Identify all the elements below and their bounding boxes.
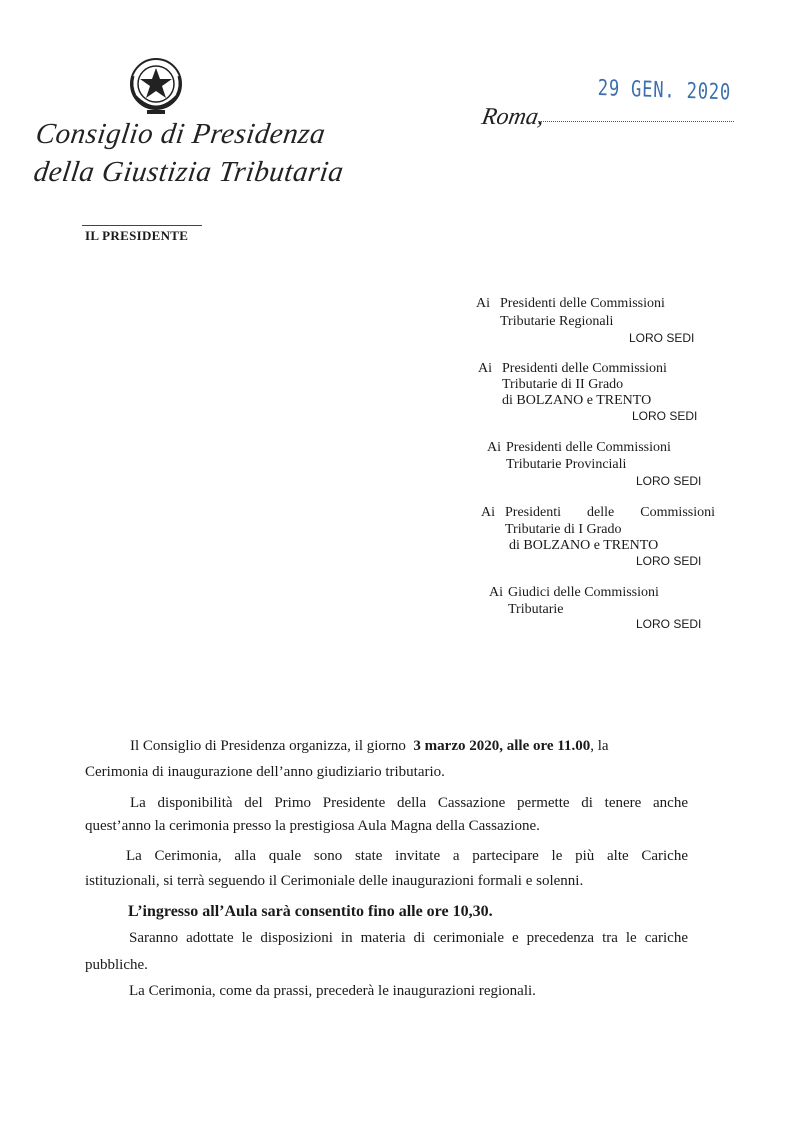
recipient-line: Presidenti delle Commissioni xyxy=(506,440,671,455)
paragraph-4: L’ingresso all’Aula sarà consentito fino alle ore 10,30. xyxy=(128,903,493,920)
recipient-line: di BOLZANO e TRENTO xyxy=(509,538,659,553)
paragraph-2-line-2: quest’anno la cerimonia presso la prestigiosa Aula Magna della Cassazione. xyxy=(85,818,540,834)
recipient-line: Tributarie xyxy=(508,602,564,617)
paragraph-5-line-2: pubbliche. xyxy=(85,957,148,973)
recipient-prefix: Ai xyxy=(487,440,501,455)
recipient-line: Tributarie di I Grado xyxy=(505,522,622,537)
recipient-line: Tributarie di II Grado xyxy=(502,377,624,392)
letterhead-line-2: della Giustizia Tributaria xyxy=(31,156,346,188)
recipient-line: Tributarie Regionali xyxy=(500,314,614,329)
recipient-line: Presidenti delle Commissioni xyxy=(500,296,665,311)
paragraph-3-line-2: istituzionali, si terrà seguendo il Cerimoniale delle inaugurazioni formali e solenni. xyxy=(85,873,584,889)
recipient-prefix: Ai xyxy=(489,585,503,600)
recipient-line: Presidenti delle Commissioni xyxy=(505,505,715,520)
loro-sedi: LORO SEDI xyxy=(632,409,698,423)
recipient-prefix: Ai xyxy=(481,505,495,520)
recipient-line: Giudici delle Commissioni xyxy=(508,585,659,600)
loro-sedi: LORO SEDI xyxy=(636,617,702,631)
president-heading: IL PRESIDENTE xyxy=(85,228,189,243)
event-date: 3 marzo 2020, alle ore 11.00 xyxy=(413,738,591,754)
loro-sedi: LORO SEDI xyxy=(636,554,702,568)
recipient-line: Tributarie Provinciali xyxy=(506,457,627,472)
recipient-line: di BOLZANO e TRENTO xyxy=(502,393,652,408)
letterhead-line-1: Consiglio di Presidenza xyxy=(33,118,328,150)
paragraph-2: La disponibilità del Primo Presidente della Cassazione permette di tenere anche xyxy=(130,795,688,811)
date-underline xyxy=(538,121,734,122)
paragraph-1-line-2: Cerimonia di inaugurazione dell’anno giudiziario tributario. xyxy=(85,764,445,780)
date-stamp: 29 GEN. 2020 xyxy=(597,76,732,106)
recipient-prefix: Ai xyxy=(476,296,490,311)
loro-sedi: LORO SEDI xyxy=(636,474,702,488)
recipient-line: Presidenti delle Commissioni xyxy=(502,361,667,376)
loro-sedi: LORO SEDI xyxy=(629,331,695,345)
paragraph-3: La Cerimonia, alla quale sono state invitate a partecipare le più alte Cariche xyxy=(126,848,688,864)
republic-emblem-icon xyxy=(127,56,185,116)
place-label: Roma, xyxy=(479,104,547,130)
paragraph-1: Il Consiglio di Presidenza organizza, il giorno 3 marzo 2020, alle ore 11.00, la xyxy=(130,738,609,754)
paragraph-6: La Cerimonia, come da prassi, precederà le inaugurazioni regionali. xyxy=(129,983,536,999)
paragraph-5: Saranno adottate le disposizioni in materia di cerimoniale e precedenza tra le cariche xyxy=(129,930,688,946)
divider xyxy=(82,225,202,226)
recipient-prefix: Ai xyxy=(478,361,492,376)
